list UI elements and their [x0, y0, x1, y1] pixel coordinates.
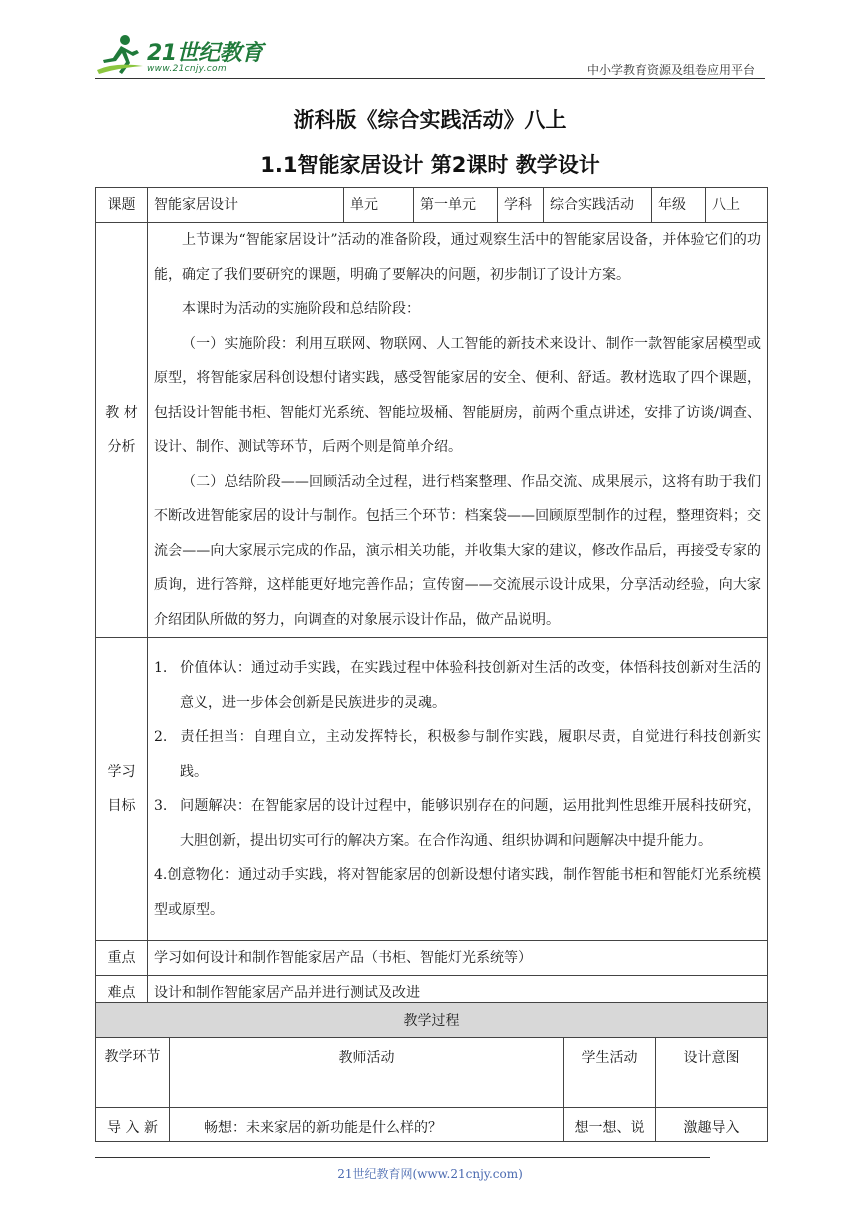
- student-activity-cell: 想一想、说: [564, 1108, 656, 1142]
- logo-text: 21世纪教育: [147, 41, 263, 66]
- analysis-paragraph: 上节课为“智能家居设计”活动的准备阶段，通过观察生活中的智能家居设备，并体验它们的功能，确定了我们要研究的课题，明确了要解决的问题，初步制订了设计方案。: [154, 232, 761, 283]
- teaching-process-table: [95, 1002, 768, 1142]
- difficulty-label: 难点: [96, 976, 148, 1011]
- document-title: 浙科版《综合实践活动》八上: [293, 108, 567, 132]
- subject-value: 综合实践活动: [544, 188, 652, 223]
- goals-content: [148, 638, 768, 941]
- analysis-row: [96, 223, 768, 638]
- runner-logo-icon: [95, 32, 145, 78]
- analysis-paragraph: （一）实施阶段：利用互联网、物联网、人工智能的新技术来设计、制作一款智能家居模型或原型，将智能家居科创设想付诸实践，感受智能家居的安全、便利、舒适。教材选取了四个课题，包括设计智能书柜、智能灯光系统、智能垃圾桶、智能厨房，前两个重点讲述，安排了访谈/调查、设计、制作、测试等环节，后两个则是简单介绍。: [154, 335, 761, 455]
- goal-item: [154, 720, 761, 789]
- key-point-label: 重点: [96, 941, 148, 976]
- process-heading-row: [96, 1003, 768, 1038]
- grade-label: 年级: [652, 188, 706, 223]
- topic-label: 课题: [96, 188, 148, 223]
- goal-text: 问题解决：在智能家居的设计过程中，能够识别存在的问题，运用批判性思维开展科技研究，大胆创新，提出切实可行的解决方案。在合作沟通、组织协调和问题解决中提升能力。: [180, 798, 761, 849]
- goals-label: [96, 638, 148, 941]
- col-teacher-header: 教师活动: [170, 1038, 564, 1108]
- topic-value: 智能家居设计: [148, 188, 344, 223]
- logo-url: www.21cnjy.com: [147, 64, 227, 74]
- page-header: [95, 32, 765, 82]
- header-divider: [95, 78, 765, 79]
- analysis-paragraph: 本课时为活动的实施阶段和总结阶段：: [182, 301, 420, 317]
- goal-number: 2.: [154, 729, 168, 745]
- info-row: [96, 188, 768, 223]
- col-stage-header: 教学环节: [96, 1038, 170, 1108]
- analysis-paragraph: （二）总结阶段——回顾活动全过程，进行档案整理、作品交流、成果展示，这将有助于我们不断改进智能家居的设计与制作。包括三个环节：档案袋——回顾原型制作的过程，整理资料；交流会——向大家展示完成的作品，演示相关功能，并收集大家的建议，修改作品后，再接受专家的质询，进行答辩，这样能更好地完善作品；宣传窗——交流展示设计成果，分享活动经验，向大家介绍团队所做的努力，向调查的对象展示设计作品，做产品说明。: [154, 473, 761, 628]
- col-student-header: 学生活动: [564, 1038, 656, 1108]
- goal-number: 1.: [154, 660, 168, 676]
- footer-divider: [95, 1157, 710, 1158]
- logo: [95, 32, 270, 78]
- subject-label: 学科: [498, 188, 544, 223]
- goals-row: [96, 638, 768, 941]
- grade-value: 八上: [706, 188, 768, 223]
- goals-label-line1: 学习: [107, 764, 136, 780]
- key-point-value: 学习如何设计和制作智能家居产品（书柜、智能灯光系统等）: [148, 941, 768, 976]
- analysis-content: [148, 223, 768, 638]
- goal-item-4: 4.创意物化：通过动手实践，将对智能家居的创新设想付诸实践，制作智能书柜和智能灯光系统模型或原型。: [154, 867, 761, 918]
- col-intent-header: 设计意图: [656, 1038, 768, 1108]
- footer-text: 21世纪教育网(www.21cnjy.com): [337, 1167, 523, 1181]
- goal-item: [154, 789, 761, 858]
- teacher-activity-cell: 畅想：未来家居的新功能是什么样的？: [170, 1108, 564, 1142]
- goal-text: 责任担当：自理自立，主动发挥特长，积极参与制作实践，履职尽责，自觉进行科技创新实践。: [180, 729, 761, 780]
- goal-number: 3.: [154, 798, 168, 814]
- analysis-label-line1: 教 材: [105, 405, 138, 421]
- stage-cell: 导 入 新: [96, 1108, 170, 1142]
- analysis-label: [96, 223, 148, 638]
- analysis-label-line2: 分析: [107, 439, 136, 455]
- lesson-info-table: [95, 187, 768, 1011]
- document-subtitle: 1.1智能家居设计 第2课时 教学设计: [260, 153, 600, 177]
- header-platform-text: 中小学教育资源及组卷应用平台: [586, 63, 755, 77]
- goals-label-line2: 目标: [107, 798, 136, 814]
- design-intent-cell: 激趣导入: [656, 1108, 768, 1142]
- unit-value: 第一单元: [414, 188, 498, 223]
- difficulty-value: 设计和制作智能家居产品并进行测试及改进: [148, 976, 768, 1011]
- process-row: [96, 1108, 768, 1142]
- unit-label: 单元: [344, 188, 414, 223]
- goal-text: 价值体认：通过动手实践，在实践过程中体验科技创新对生活的改变，体悟科技创新对生活的意义，进一步体会创新是民族进步的灵魂。: [180, 660, 761, 711]
- process-column-header-row: [96, 1038, 768, 1108]
- goal-item: [154, 651, 761, 720]
- process-heading: 教学过程: [96, 1003, 768, 1038]
- key-point-row: [96, 941, 768, 976]
